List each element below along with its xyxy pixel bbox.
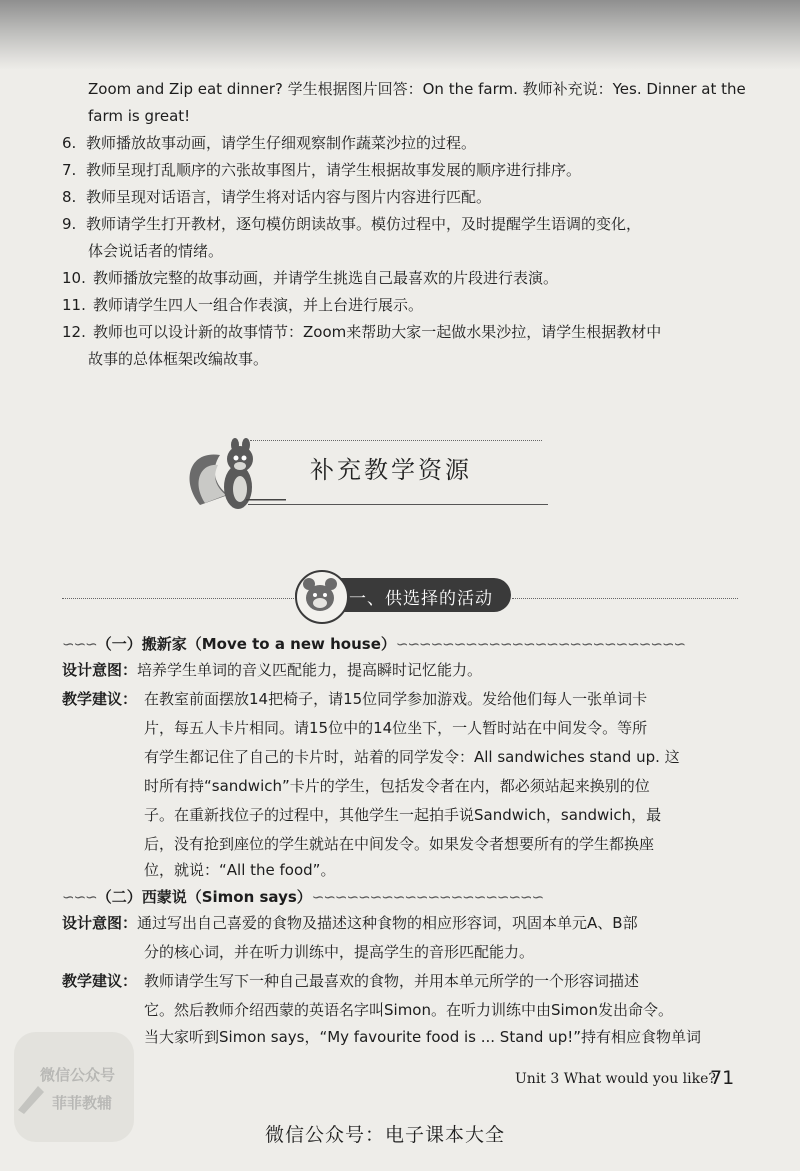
watermark-line2: 菲菲教辅 bbox=[52, 1094, 113, 1112]
watermark bbox=[10, 1032, 150, 1142]
step-line: 11. 教师请学生四人一组合作表演，并上台进行展示。 bbox=[62, 296, 424, 314]
step-line: 9. 教师请学生打开教材，逐句模仿朗读故事。模仿过程中，及时提醒学生语调的变化， bbox=[62, 215, 642, 233]
bear-icon bbox=[295, 570, 349, 624]
step-number: 12. bbox=[62, 323, 86, 341]
step-number: 11. bbox=[62, 296, 86, 314]
step-number: 10. bbox=[62, 269, 86, 287]
step-line: Zoom and Zip eat dinner? 学生根据图片回答：On the farm. 教师补充说：Yes. Dinner at the bbox=[88, 80, 746, 98]
section-heading-pill bbox=[295, 578, 511, 612]
footer-unit-title: Unit 3 What would you like? bbox=[515, 1071, 716, 1087]
step-number: 8. bbox=[62, 188, 77, 206]
advice-line: 片，每五人卡片相同。请15位中的14位坐下，一人暂时站在中间发令。等所 bbox=[144, 719, 648, 737]
wavy-ornament: ∽∽∽∽∽∽∽∽∽∽∽∽∽∽∽∽∽∽∽∽∽∽∽∽∽ bbox=[395, 635, 686, 653]
step-line: 10. 教师播放完整的故事动画，并请学生挑选自己最喜欢的片段进行表演。 bbox=[62, 269, 559, 287]
pencil-icon bbox=[14, 1080, 48, 1114]
title-bottom-rule bbox=[248, 504, 548, 505]
advice-line: 后，没有抢到座位的学生就站在中间发令。如果发令者想要所有的学生都换座 bbox=[144, 835, 655, 853]
step-line: 12. 教师也可以设计新的故事情节：Zoom来帮助大家一起做水果沙拉，请学生根据教材中 bbox=[62, 323, 662, 341]
title-top-dotted-rule bbox=[250, 440, 542, 441]
section-right-dotted-rule bbox=[512, 598, 738, 599]
activity-heading: ∽∽∽（一）搬新家（Move to a new house）∽∽∽∽∽∽∽∽∽∽∽∽∽∽∽∽∽∽∽∽∽∽∽∽∽ bbox=[62, 635, 686, 653]
activity-heading: ∽∽∽（二）西蒙说（Simon says）∽∽∽∽∽∽∽∽∽∽∽∽∽∽∽∽∽∽∽∽ bbox=[62, 888, 544, 906]
watermark-line1: 微信公众号 bbox=[40, 1066, 116, 1084]
step-number: 9. bbox=[62, 215, 77, 233]
advice-line: 在教室前面摆放14把椅子，请15位同学参加游戏。发给他们每人一张单词卡 bbox=[144, 690, 648, 708]
design-line: 分的核心词，并在听力训练中，提高学生的音形匹配能力。 bbox=[144, 943, 535, 961]
advice-line: 位，就说：“All the food”。 bbox=[144, 861, 336, 879]
advice-label: 教学建议： bbox=[62, 972, 138, 990]
design-intent: 设计意图：通过写出自己喜爱的食物及描述这种食物的相应形容词，巩固本单元A、B部 bbox=[62, 914, 638, 932]
step-line: 7. 教师呈现打乱顺序的六张故事图片，请学生根据故事发展的顺序进行排序。 bbox=[62, 161, 582, 179]
wavy-ornament: ∽∽∽ bbox=[62, 888, 97, 906]
step-line: 故事的总体框架改编故事。 bbox=[88, 350, 269, 368]
page-number: 71 bbox=[710, 1067, 735, 1089]
advice-line: 有学生都记住了自己的卡片时，站着的同学发令：All sandwiches stand up. 这 bbox=[144, 748, 680, 766]
advice-line: 它。然后教师介绍西蒙的英语名字叫Simon。在听力训练中由Simon发出命令。 bbox=[144, 1001, 673, 1019]
step-line: farm is great! bbox=[88, 107, 191, 125]
advice-line: 时所有持“sandwich”卡片的学生，包括发令者在内，都必须站起来换别的位 bbox=[144, 777, 650, 795]
footer-wechat-text: 微信公众号：电子课本大全 bbox=[265, 1124, 506, 1146]
step-number: 7. bbox=[62, 161, 77, 179]
advice-line: 子。在重新找位子的过程中，其他学生一起拍手说Sandwich，sandwich，最 bbox=[144, 806, 662, 824]
advice-line: 当大家听到Simon says，“My favourite food is ... Stand up!”持有相应食物单词 bbox=[144, 1028, 702, 1046]
advice-label: 教学建议： bbox=[62, 690, 138, 708]
design-intent: 设计意图：培养学生单词的音义匹配能力，提高瞬时记忆能力。 bbox=[62, 661, 483, 679]
wavy-ornament: ∽∽∽∽∽∽∽∽∽∽∽∽∽∽∽∽∽∽∽∽ bbox=[311, 888, 544, 906]
step-line: 体会说话者的情绪。 bbox=[88, 242, 224, 260]
step-line: 8. 教师呈现对话语言，请学生将对话内容与图片内容进行匹配。 bbox=[62, 188, 492, 206]
supplement-title: 补充教学资源 bbox=[310, 456, 472, 484]
section-left-dotted-rule bbox=[62, 598, 294, 599]
section-heading-text: 一、供选择的活动 bbox=[349, 589, 493, 609]
wavy-ornament: ∽∽∽ bbox=[62, 635, 97, 653]
advice-line: 教师请学生写下一种自己最喜欢的食物，并用本单元所学的一个形容词描述 bbox=[144, 972, 640, 990]
squirrel-illustration bbox=[180, 425, 290, 520]
step-number: 6. bbox=[62, 134, 77, 152]
step-line: 6. 教师播放故事动画，请学生仔细观察制作蔬菜沙拉的过程。 bbox=[62, 134, 477, 152]
